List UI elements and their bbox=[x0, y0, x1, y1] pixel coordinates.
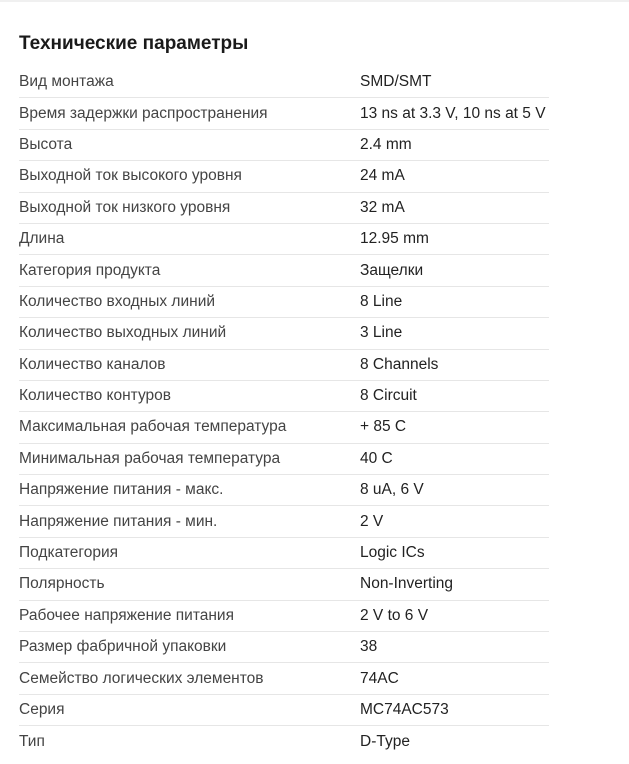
spec-value: 38 bbox=[360, 638, 378, 656]
spec-label: Длина bbox=[19, 230, 65, 248]
spec-label: Напряжение питания - мин. bbox=[19, 512, 218, 530]
spec-row bbox=[19, 287, 549, 318]
spec-label: Время задержки распространения bbox=[19, 104, 268, 122]
spec-row bbox=[19, 381, 549, 412]
spec-value: MC74AC573 bbox=[360, 701, 449, 718]
spec-row bbox=[19, 318, 549, 349]
top-divider bbox=[0, 0, 629, 2]
specs-table bbox=[19, 67, 549, 758]
spec-label: Категория продукта bbox=[19, 261, 161, 279]
spec-value: Logic ICs bbox=[360, 544, 425, 562]
spec-row bbox=[19, 663, 549, 694]
spec-row bbox=[19, 632, 549, 663]
spec-row bbox=[19, 98, 549, 129]
spec-row bbox=[19, 130, 549, 161]
specs-panel bbox=[19, 30, 549, 758]
spec-row bbox=[19, 506, 549, 537]
spec-value: 32 mA bbox=[360, 198, 405, 216]
spec-value: Защелки bbox=[360, 261, 424, 279]
spec-value: 8 Channels bbox=[360, 355, 439, 373]
spec-value: 13 ns at 3.3 V, 10 ns at 5 V bbox=[360, 104, 546, 122]
spec-label: Высота bbox=[19, 135, 73, 153]
spec-value: 8 uA, 6 V bbox=[360, 481, 424, 499]
spec-label: Количество входных линий bbox=[19, 292, 216, 310]
spec-label: Количество контуров bbox=[19, 387, 172, 405]
spec-row bbox=[19, 350, 549, 381]
spec-row bbox=[19, 695, 549, 726]
spec-row bbox=[19, 224, 549, 255]
spec-label: Размер фабричной упаковки bbox=[19, 638, 227, 656]
spec-row bbox=[19, 475, 549, 506]
spec-value: 2 V bbox=[360, 512, 384, 530]
spec-label: Количество каналов bbox=[19, 355, 166, 373]
spec-label: Выходной ток низкого уровня bbox=[19, 198, 231, 216]
spec-value: 3 Line bbox=[360, 324, 403, 342]
spec-label: Максимальная рабочая температура bbox=[19, 418, 287, 436]
spec-label: Выходной ток высокого уровня bbox=[19, 167, 242, 185]
spec-label: Напряжение питания - макс. bbox=[19, 481, 224, 499]
spec-value: 74AC bbox=[360, 669, 399, 687]
spec-row bbox=[19, 569, 549, 600]
spec-row bbox=[19, 67, 549, 98]
spec-row bbox=[19, 161, 549, 192]
spec-label: Вид монтажа bbox=[19, 73, 114, 91]
spec-value: D-Type bbox=[360, 732, 410, 750]
spec-label: Количество выходных линий bbox=[19, 324, 227, 342]
spec-label: Минимальная рабочая температура bbox=[19, 449, 281, 467]
spec-row bbox=[19, 601, 549, 632]
spec-value: SMD/SMT bbox=[360, 73, 432, 91]
spec-value: 8 Line bbox=[360, 292, 403, 310]
spec-label: Рабочее напряжение питания bbox=[19, 606, 234, 624]
section-title: Технические параметры bbox=[19, 33, 249, 54]
spec-row bbox=[19, 538, 549, 569]
spec-value: Non-Inverting bbox=[360, 575, 454, 593]
spec-value: 2 V to 6 V bbox=[360, 606, 429, 624]
spec-value: 40 C bbox=[360, 449, 393, 467]
spec-row bbox=[19, 726, 549, 757]
spec-row bbox=[19, 193, 549, 224]
spec-label: Серия bbox=[19, 701, 65, 718]
spec-label: Подкатегория bbox=[19, 544, 119, 562]
spec-value: 8 Circuit bbox=[360, 387, 417, 405]
spec-row bbox=[19, 412, 549, 443]
spec-label: Тип bbox=[19, 732, 45, 750]
spec-label: Семейство логических элементов bbox=[19, 669, 264, 687]
spec-value: 12.95 mm bbox=[360, 230, 429, 248]
spec-value: + 85 C bbox=[360, 418, 407, 436]
spec-label: Полярность bbox=[19, 575, 105, 593]
spec-value: 2.4 mm bbox=[360, 135, 412, 153]
spec-row bbox=[19, 444, 549, 475]
spec-row bbox=[19, 255, 549, 286]
spec-value: 24 mA bbox=[360, 167, 405, 185]
